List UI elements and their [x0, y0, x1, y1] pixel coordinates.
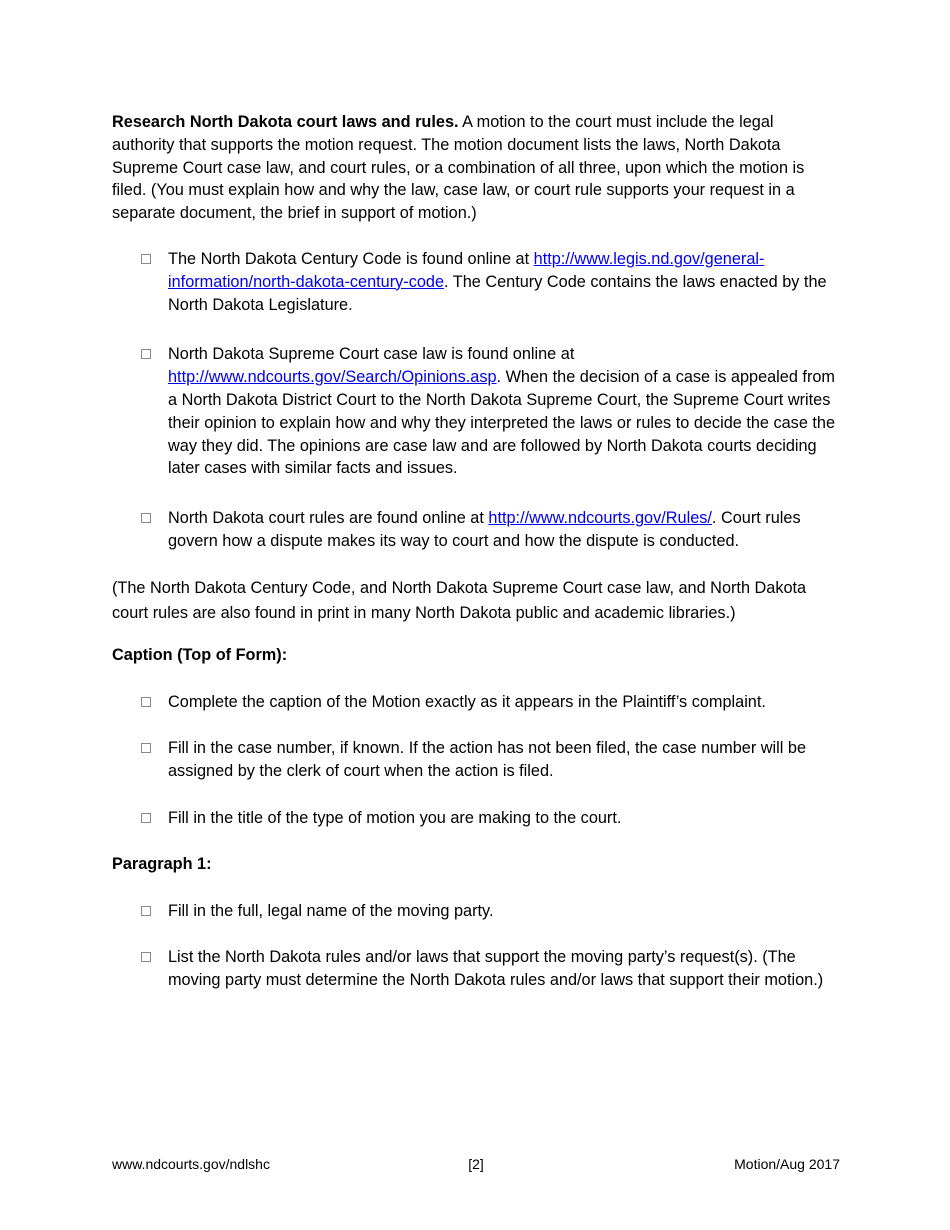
- research-item-century-code: [112, 248, 840, 316]
- paragraph1-item-text: Fill in the full, legal name of the moving party.: [168, 901, 494, 920]
- caption-item-text: Complete the caption of the Motion exactly as it appears in the Plaintiff’s complaint.: [168, 692, 766, 711]
- research-item-case-law: [112, 343, 840, 480]
- caption-checklist: [112, 691, 840, 830]
- caption-item-text: Fill in the case number, if known. If the action has not been filed, the case number will be assigned by the clerk of court when the action is filed.: [168, 739, 807, 781]
- paragraph1-checklist: [112, 900, 840, 992]
- page-footer: [112, 1154, 840, 1174]
- checkbox-icon[interactable]: [141, 743, 151, 753]
- footer-form-version: Motion/Aug 2017: [734, 1156, 840, 1172]
- checkbox-icon[interactable]: [141, 513, 151, 523]
- research-item-text: North Dakota Supreme Court case law is found online at: [168, 345, 575, 364]
- century-code-link[interactable]: http://www.legis.nd.gov/general-information/north-dakota-century-code: [168, 249, 765, 291]
- intro-body: A motion to the court must include the legal authority that supports the motion request. The motion document lists the laws, North Dakota Supreme Court case law, and court rules, or a combination of all three, upon which the motion is filed. (You must explain how and why the law, case law, or court rule supports your request in a separate document, the brief in support of motion.): [112, 113, 805, 223]
- intro-heading: Research North Dakota court laws and rules.: [112, 113, 459, 131]
- checkbox-icon[interactable]: [141, 906, 151, 916]
- research-item-text: . Court rules govern how a dispute makes its way to court and how the dispute is conducted.: [168, 509, 801, 550]
- checkbox-icon[interactable]: [141, 697, 151, 707]
- intro-paragraph: [112, 111, 840, 225]
- caption-item: [112, 807, 840, 830]
- research-item-court-rules: [112, 507, 840, 553]
- research-item-text: North Dakota court rules are found online at: [168, 509, 489, 528]
- paragraph1-item-text: List the North Dakota rules and/or laws that support the moving party’s request(s). (The moving party must determine the North Dakota rules and/or laws that support their motion.): [168, 948, 824, 990]
- checkbox-icon[interactable]: [141, 813, 151, 823]
- checkbox-icon[interactable]: [141, 349, 151, 359]
- checkbox-icon[interactable]: [141, 952, 151, 962]
- footer-page-number: [2]: [468, 1156, 484, 1172]
- page-content: [112, 111, 840, 992]
- caption-item: [112, 691, 840, 714]
- footer-website: www.ndcourts.gov/ndlshc: [112, 1156, 270, 1172]
- caption-item-text: Fill in the title of the type of motion you are making to the court.: [168, 808, 622, 827]
- court-rules-link[interactable]: http://www.ndcourts.gov/Rules/: [488, 509, 712, 528]
- caption-item: [112, 737, 840, 783]
- paragraph1-item: [112, 900, 840, 923]
- research-item-text: . When the decision of a case is appealed from a North Dakota District Court to the North Dakota Supreme Court, the Supreme Court writes their opinion to explain how and why they interpreted the laws or rules to decide the case the way they did. The opinions are case law and are followed by North Dakota courts deciding later cases with similar facts and issues.: [168, 368, 836, 478]
- research-item-text: The North Dakota Century Code is found online at: [168, 249, 534, 268]
- library-note: (The North Dakota Century Code, and North Dakota Supreme Court case law, and North Dakota court rules are also found in print in many North Dakota public and academic libraries.): [112, 578, 807, 623]
- checkbox-icon[interactable]: [141, 254, 151, 264]
- caption-section-heading: Caption (Top of Form):: [112, 645, 288, 664]
- paragraph1-item: [112, 946, 840, 992]
- case-law-link[interactable]: http://www.ndcourts.gov/Search/Opinions.asp: [168, 368, 497, 387]
- research-checklist: [112, 248, 840, 553]
- paragraph1-section-heading: Paragraph 1:: [112, 854, 212, 873]
- research-item-text: . The Century Code contains the laws enacted by the North Dakota Legislature.: [168, 272, 827, 314]
